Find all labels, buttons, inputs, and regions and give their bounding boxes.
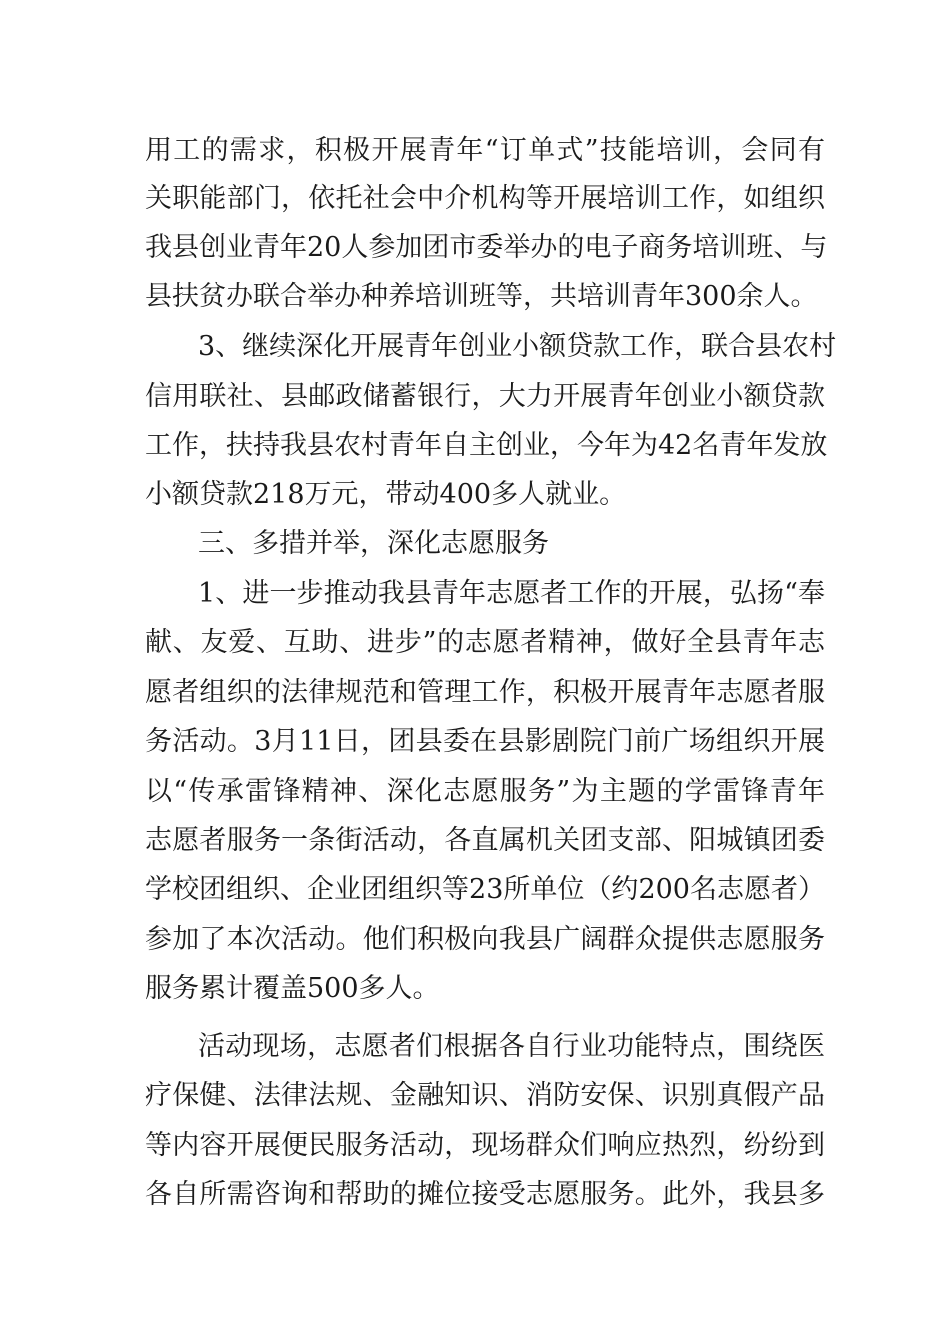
text-line: 县扶贫办联合举办种养培训班等，共培训青年300余人。 [145,281,818,312]
text-line: 等内容开展便民服务活动，现场群众们响应热烈，纷纷到 [145,1130,825,1161]
text-line: 服务累计覆盖500多人。 [145,973,440,1004]
text-line: 关职能部门，依托社会中介机构等开展培训工作，如组织 [145,183,825,214]
section-heading: 三、多措并举，深化志愿服务 [198,528,549,559]
text-line: 愿者组织的法律规范和管理工作，积极开展青年志愿者服 [145,677,825,708]
text-line: 务活动。3月11日，团县委在县影剧院门前广场组织开展 [145,726,825,757]
text-line: 用工的需求，积极开展青年“订单式”技能培训，会同有 [145,135,825,166]
text-line: 信用联社、县邮政储蓄银行，大力开展青年创业小额贷款 [145,381,825,412]
text-line: 工作，扶持我县农村青年自主创业，今年为42名青年发放 [145,430,828,461]
paragraph-first-line: 活动现场，志愿者们根据各自行业功能特点，围绕医 [198,1031,825,1062]
text-line: 小额贷款218万元，带动400多人就业。 [145,479,627,510]
text-line: 以“传承雷锋精神、深化志愿服务”为主题的学雷锋青年 [145,776,825,807]
text-line: 我县创业青年20人参加团市委举办的电子商务培训班、与 [145,232,828,263]
text-line: 学校团组织、企业团组织等23所单位（约200名志愿者） [145,874,825,905]
paragraph-first-line: 3、继续深化开展青年创业小额贷款工作，联合县农村 [198,331,837,362]
text-line: 各自所需咨询和帮助的摊位接受志愿服务。此外，我县多 [145,1179,825,1210]
text-line: 疗保健、法律法规、金融知识、消防安保、识别真假产品 [145,1080,825,1111]
text-line: 献、友爱、互助、进步”的志愿者精神，做好全县青年志 [145,627,825,658]
text-line: 参加了本次活动。他们积极向我县广阔群众提供志愿服务 [145,924,825,955]
paragraph-first-line: 1、进一步推动我县青年志愿者工作的开展，弘扬“奉 [198,578,825,609]
text-line: 志愿者服务一条街活动，各直属机关团支部、阳城镇团委 [145,825,825,856]
